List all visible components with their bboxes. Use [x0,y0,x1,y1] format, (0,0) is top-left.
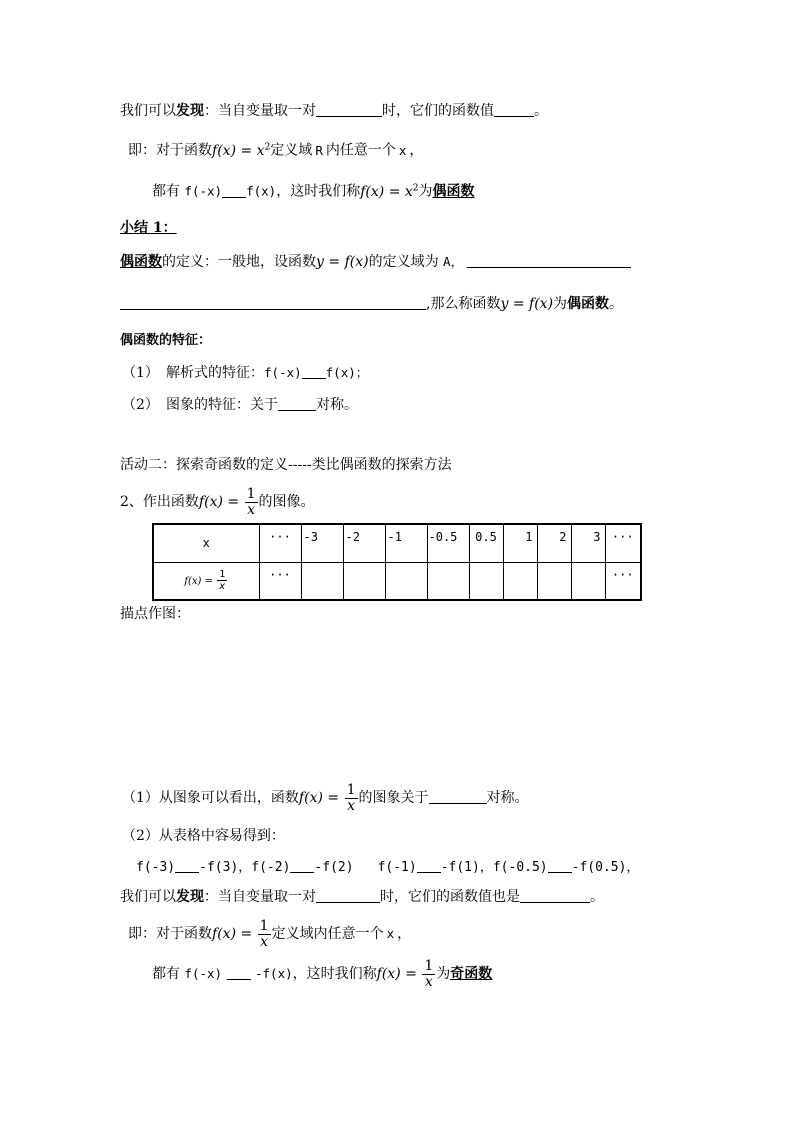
even-domain-line: 即：对于函数$f(x) = x^2$定义域 R 内任意一个 x ， [128,142,424,159]
blank[interactable] [467,253,631,268]
blank[interactable] [520,888,590,903]
even-definition-line-2: ,那么称函数y = f(x)为偶函数。 [120,294,623,314]
even-conclusion-line: 都有 f(-x) f(x)，这时我们称$f(x) = x^2$为偶函数 [152,183,475,200]
odd-domain-line: 即：对于函数f(x) = $\frac{1}{x}$ 定义域内任意一个 x ， [128,917,412,950]
table-cell: -0.5 [427,524,469,562]
fraction-1-over-x: $\frac{1}{x}$ [219,569,226,593]
table-row [153,524,641,562]
table-cell: x [153,524,259,562]
question-1: （1）从图象可以看出，函数f(x) = $\frac{1}{x}$ 的图象关于 对称。 [122,781,529,814]
formula-y-fx: y = f(x) [500,296,554,312]
blank[interactable] [120,295,426,310]
table-cell[interactable]: ··· [259,562,301,600]
blank[interactable] [316,102,382,117]
blank[interactable] [302,364,326,379]
table-cell: -2 [343,524,385,562]
table-cell[interactable] [503,562,537,600]
blank[interactable] [494,102,534,117]
discover-line-2: 我们可以发现：当自变量取一对 时，它们的函数值也是 。 [120,889,604,905]
table-cell: ··· [259,524,301,562]
features-title: 偶函数的特征： [120,333,212,348]
formula-fx: f(x) = [184,576,213,588]
formula-fx: f(x) = [298,790,340,806]
table-cell: 1 [503,524,537,562]
table-cell[interactable] [427,562,469,600]
table-cell[interactable] [385,562,427,600]
table-cell: -1 [385,524,427,562]
table-cell[interactable] [343,562,385,600]
table-cell[interactable]: ··· [605,562,641,600]
odd-conclusion-line: 都有 f(-x) -f(x)，这时我们称f(x) = $\frac{1}{x}$ 为奇函数 [152,957,493,990]
blank[interactable] [278,396,316,411]
formula-fx: $f(x) = x^2$ [212,142,271,159]
table-cell [153,562,259,600]
formula-fx: f(x) = [212,926,253,942]
blank[interactable] [175,858,199,873]
fraction-1-over-x: $\frac{1}{x}$ [246,485,256,518]
blank[interactable] [316,888,380,903]
fraction-1-over-x: $\frac{1}{x}$ [346,781,356,814]
fraction-1-over-x: $\frac{1}{x}$ [259,917,269,950]
discover-line-1: 我们可以发现：当自变量取一对 时，它们的函数值 。 [120,103,548,119]
table-cell: 0.5 [469,524,503,562]
summary-title: 小结 1： [120,220,177,236]
table-row [153,562,641,600]
table-cell[interactable] [469,562,503,600]
table-cell[interactable] [301,562,343,600]
table-cell: ··· [605,524,641,562]
blank[interactable] [417,858,441,873]
activity-title: 活动二：探索奇函数的定义-----类比偶函数的探索方法 [120,457,452,473]
table-cell: -3 [301,524,343,562]
question-2: （2）从表格中容易得到： [122,828,285,844]
formula-y-fx: y = f(x) [316,254,369,270]
feature-item-2: （2） 图象的特征：关于 对称。 [122,397,358,413]
table-cell: 2 [537,524,571,562]
fraction-1-over-x: $\frac{1}{x}$ [424,957,434,990]
plot-label: 描点作图： [120,606,190,622]
task-2: 2、作出函数f(x) = $\frac{1}{x}$ 的图像。 [120,485,315,518]
formula-fx: f(x) = [198,494,240,510]
table-cell: 3 [571,524,605,562]
blank[interactable] [290,858,314,873]
formula-fx: f(x) = [376,966,417,982]
blank[interactable] [222,183,246,198]
comparison-line: f(-3) -f(3)，f(-2) -f(2) f(-1) -f(1)，f(-0.5) -f(0.5)， [136,860,640,875]
blank[interactable] [429,789,487,804]
blank[interactable] [227,965,251,980]
even-definition-line-1: 偶函数的定义：一般地，设函数y = f(x)的定义域为 A， [120,252,631,272]
formula-fx: $f(x) = x^2$ [360,183,419,200]
blank[interactable] [548,858,572,873]
table-cell[interactable] [571,562,605,600]
value-table [152,523,642,601]
feature-item-1: （1） 解析式的特征：f(-x) f(x)； [122,365,369,381]
table-cell[interactable] [537,562,571,600]
